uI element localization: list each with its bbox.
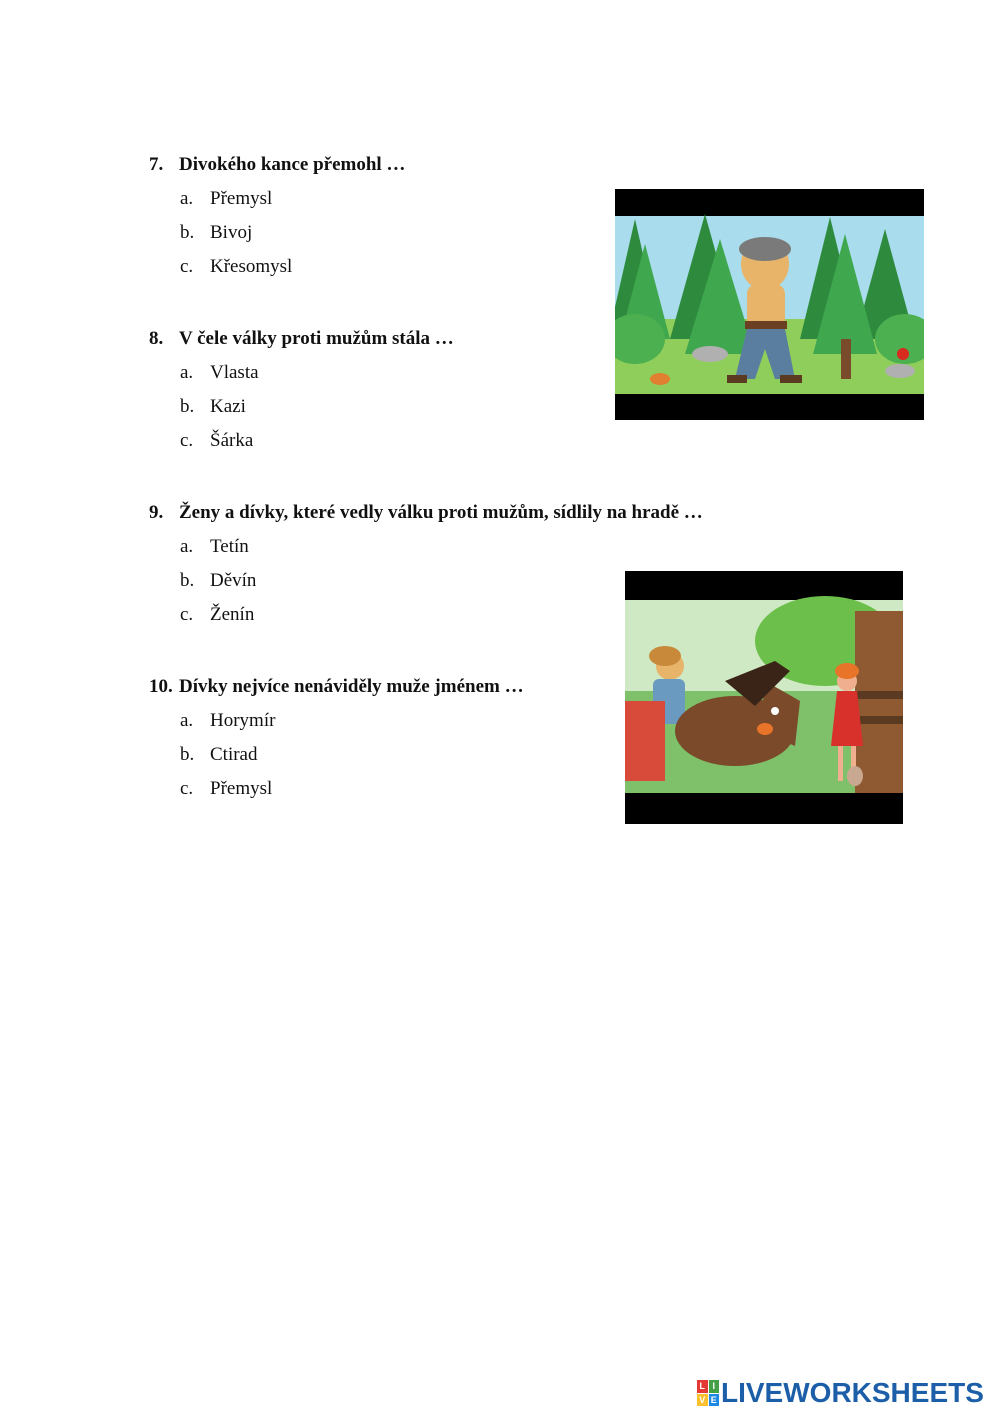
question-title — [149, 327, 454, 351]
answer-text: Ctirad — [210, 744, 258, 765]
answer-option[interactable] — [149, 535, 703, 559]
answer-letter: a. — [180, 536, 194, 557]
answer-option[interactable] — [149, 709, 524, 733]
answer-letter: a. — [180, 710, 194, 731]
answer-option[interactable] — [149, 187, 405, 211]
answer-option[interactable] — [149, 603, 703, 627]
answer-letter: c. — [180, 604, 194, 625]
answer-text: Přemysl — [210, 778, 273, 799]
question-7 — [149, 153, 405, 279]
answer-letter: a. — [180, 362, 194, 383]
answer-letter: c. — [180, 256, 194, 277]
answer-text: Ženín — [210, 604, 255, 625]
forest-illustration — [615, 189, 924, 420]
answer-letter: b. — [180, 570, 195, 591]
answer-option[interactable] — [149, 361, 454, 385]
answer-text: Bivoj — [210, 222, 253, 243]
answer-letter: c. — [180, 430, 194, 451]
answer-letter: b. — [180, 222, 195, 243]
question-9 — [149, 501, 703, 627]
answer-letter: c. — [180, 778, 194, 799]
logo-letter: I — [709, 1380, 720, 1393]
answer-option[interactable] — [149, 569, 703, 593]
answer-letter: b. — [180, 396, 195, 417]
answer-text: Tetín — [210, 536, 249, 557]
question-number: 7. — [149, 154, 164, 175]
question-number: 8. — [149, 328, 164, 349]
answer-text: Děvín — [210, 570, 257, 591]
answer-letter: a. — [180, 188, 194, 209]
question-title — [149, 675, 524, 699]
answer-text: Kazi — [210, 396, 246, 417]
question-title — [149, 153, 405, 177]
answer-option[interactable] — [149, 255, 405, 279]
logo-letter: L — [697, 1380, 708, 1393]
answer-text: Vlasta — [210, 362, 259, 383]
answer-text: Přemysl — [210, 188, 273, 209]
question-text: Dívky nejvíce nenáviděly muže jménem … — [179, 676, 524, 697]
question-8 — [149, 327, 454, 453]
logo-letter: E — [709, 1394, 720, 1407]
question-number: 10. — [149, 676, 173, 697]
question-text: Ženy a dívky, které vedly válku proti mužům, sídlily na hradě … — [179, 502, 703, 523]
question-10 — [149, 675, 524, 801]
question-text: Divokého kance přemohl … — [179, 154, 406, 175]
answer-option[interactable] — [149, 221, 405, 245]
answer-letter: b. — [180, 744, 195, 765]
answer-option[interactable] — [149, 429, 454, 453]
horse-illustration — [625, 571, 903, 824]
answer-text: Šárka — [210, 430, 254, 451]
brand-name: LIVEWORKSHEETS — [721, 1377, 984, 1408]
liveworksheets-logo — [697, 1378, 984, 1408]
answer-option[interactable] — [149, 777, 524, 801]
answer-text: Křesomysl — [210, 256, 293, 277]
question-text: V čele války proti mužům stála … — [179, 328, 454, 349]
question-title — [149, 501, 703, 525]
answer-option[interactable] — [149, 743, 524, 767]
answer-text: Horymír — [210, 710, 276, 731]
answer-option[interactable] — [149, 395, 454, 419]
logo-letter: V — [697, 1394, 708, 1407]
question-number: 9. — [149, 502, 164, 523]
logo-mark — [697, 1380, 719, 1406]
